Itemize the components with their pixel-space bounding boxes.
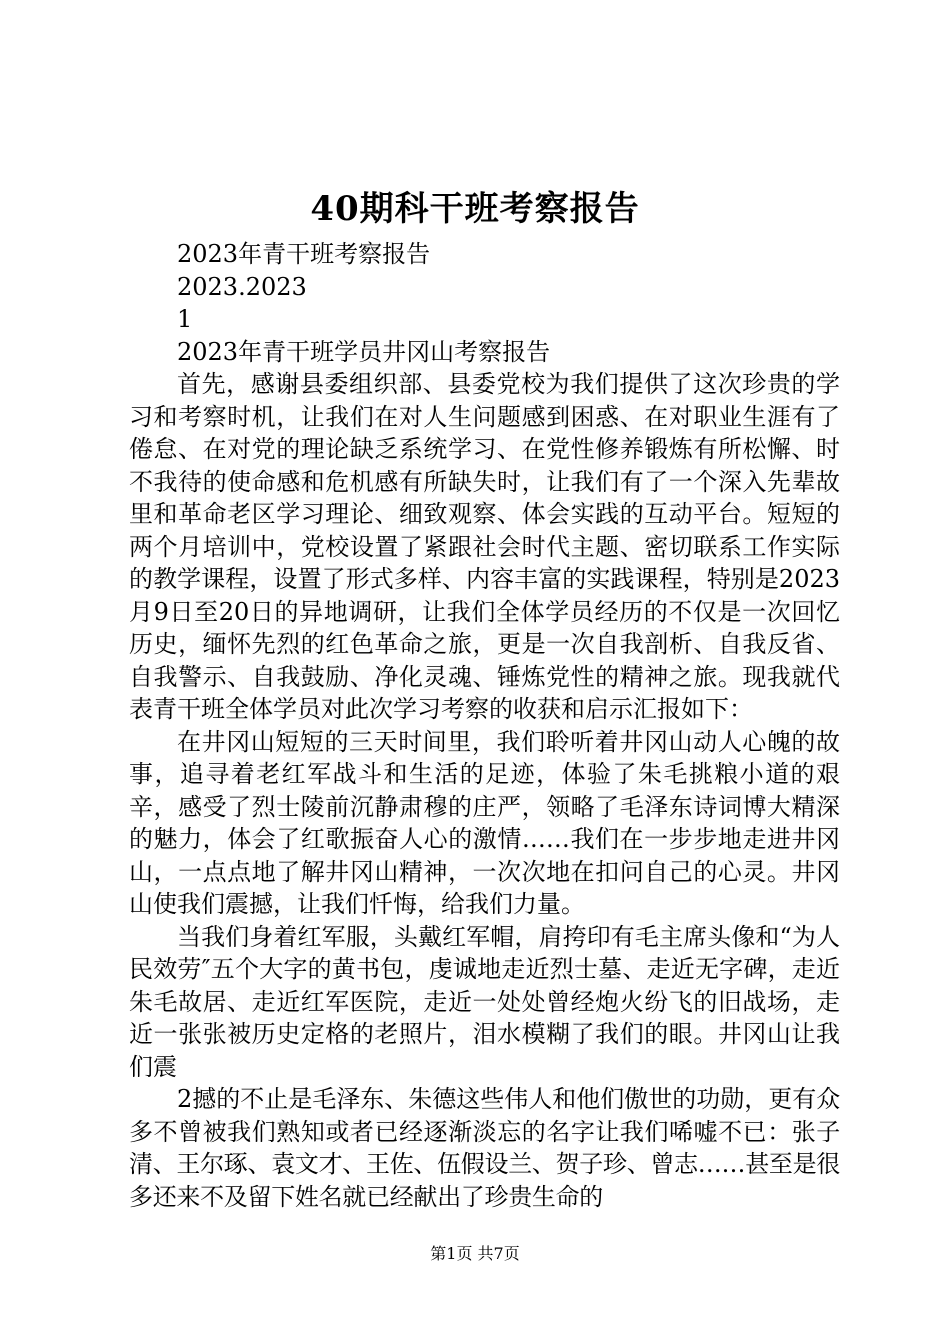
header-line: 2023年青干班考察报告 [177,240,431,268]
body-paragraph: 在井冈山短短的三天时间里，我们聆听着井冈山动人心魄的故事，追寻着老红军战斗和生活的足迹，体验了朱毛挑粮小道的艰辛，感受了烈士陵前沉静肃穆的庄严，领略了毛泽东诗词博大精深的魅力，体会了红歌振奋人心的激情……我们在一步步地走进井冈山，一点点地了解井冈山精神，一次次地在扣问自己的心灵。井冈山使我们震撼，让我们忏悔，给我们力量。 [129,727,840,918]
header-line: 2023.2023 [177,272,307,301]
document-body [129,238,840,1213]
page-number-footer: 第1页 共7页 [430,1244,520,1263]
body-paragraph: 首先，感谢县委组织部、县委党校为我们提供了这次珍贵的学习和考察时机，让我们在对人生问题感到困惑、在对职业生涯有了倦怠、在对党的理论缺乏系统学习、在党性修养锻炼有所松懈、时不我待的使命感和危机感有所缺失时，让我们有了一个深入先辈故里和革命老区学习理论、细致观察、体会实践的互动平台。短短的两个月培训中，党校设置了紧跟社会时代主题、密切联系工作实际的教学课程，设置了形式多样、内容丰富的实践课程，特别是2023月9日至20日的异地调研，让我们全体学员经历的不仅是一次回忆历史，缅怀先烈的红色革命之旅，更是一次自我剖析、自我反省、自我警示、自我鼓励、净化灵魂、锤炼党性的精神之旅。现我就代表青干班全体学员对此次学习考察的收获和启示汇报如下： [129,370,840,723]
header-line: 2023年青干班学员井冈山考察报告 [177,337,551,366]
body-paragraph: 2撼的不止是毛泽东、朱德这些伟人和他们傲世的功勋，更有众多不曾被我们熟知或者已经逐渐淡忘的名字让我们唏嘘不已：张子清、王尔琢、袁文才、王佐、伍假设兰、贺子珍、曾志……甚至是很多还来不及留下姓名就已经献出了珍贵生命的 [129,1085,840,1211]
header-line: 1 [177,305,193,333]
body-paragraph: 当我们身着红军服，头戴红军帽，肩挎印有毛主席头像和“为人民效劳″五个大字的黄书包，虔诚地走近烈士墓、走近无字碑，走近朱毛故居、走近红军医院，走近一处处曾经炮火纷飞的旧战场，走近一张张被历史定格的老照片，泪水模糊了我们的眼。井冈山让我们震 [129,922,840,1081]
document-title: 40期科干班考察报告 [310,189,640,229]
